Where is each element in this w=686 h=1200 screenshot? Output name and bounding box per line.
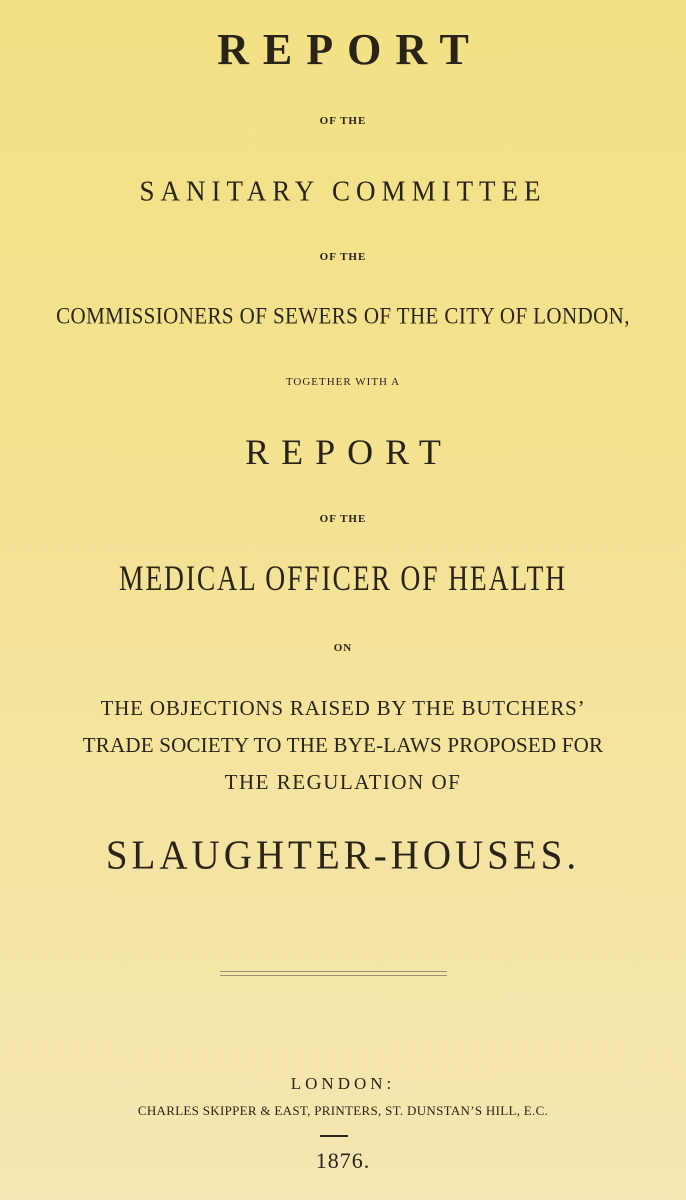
imprint-printers: CHARLES SKIPPER & EAST, PRINTERS, ST. DUNSTAN’S HILL, E.C.: [137, 1103, 549, 1118]
of-the-label-3: OF THE: [319, 513, 367, 525]
committee-name: SANITARY COMMITTEE: [139, 175, 547, 207]
short-rule-divider: [320, 1135, 348, 1137]
of-the-label-1: OF THE: [319, 115, 367, 127]
imprint-place: LONDON:: [290, 1074, 396, 1093]
subject-line-3: THE REGULATION OF: [224, 770, 462, 794]
double-rule-divider: [220, 971, 447, 976]
commissioners-line: COMMISSIONERS OF SEWERS OF THE CITY OF LONDON,: [56, 302, 630, 330]
subject-main-title: SLAUGHTER-HOUSES.: [105, 832, 581, 879]
imprint-year: 1876.: [315, 1148, 371, 1173]
of-the-label-2: OF THE: [319, 251, 367, 263]
subject-line-2: TRADE SOCIETY TO THE BYE-LAWS PROPOSED FOR: [82, 733, 604, 757]
subject-line-1: THE OBJECTIONS RAISED BY THE BUTCHERS’: [100, 696, 586, 720]
on-label: ON: [333, 642, 353, 654]
main-title: REPORT: [217, 25, 483, 74]
officer-title: MEDICAL OFFICER OF HEALTH: [118, 558, 568, 599]
together-with-label: TOGETHER WITH A: [285, 376, 401, 388]
secondary-title: REPORT: [245, 432, 453, 472]
